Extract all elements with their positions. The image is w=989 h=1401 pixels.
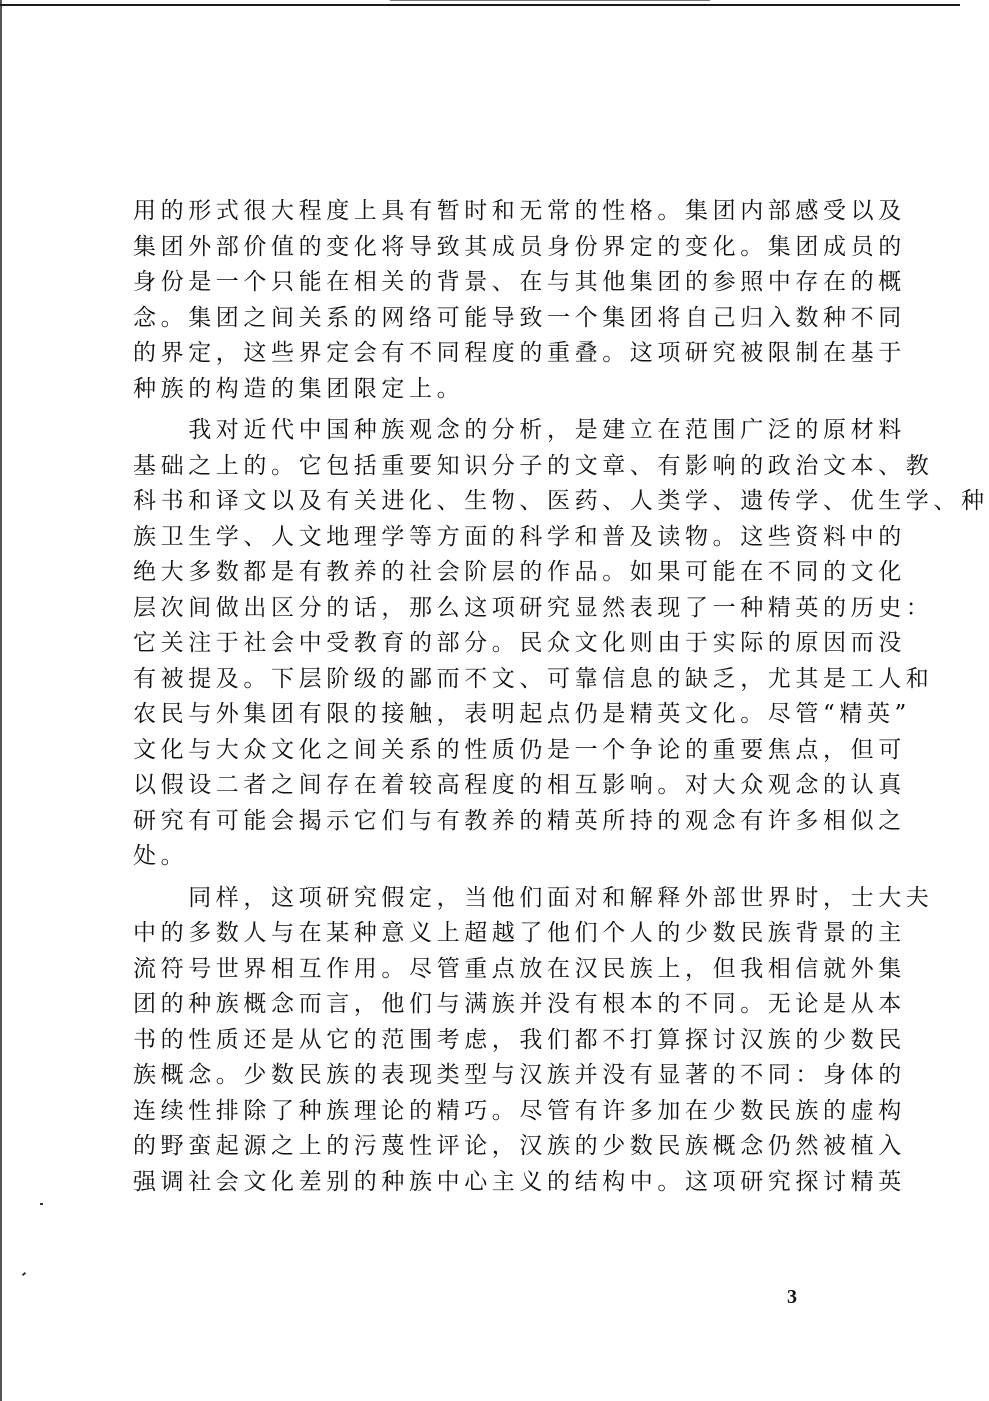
scan-speck <box>40 1203 43 1205</box>
scan-speck <box>22 1272 26 1276</box>
text-line: 念。集团之间关系的网络可能导致一个集团将自己归入数种不同 <box>133 304 906 331</box>
text-line: 农民与外集团有限的接触，表明起点仍是精英文化。尽管“精英” <box>133 701 911 727</box>
text-line: 书的性质还是从它的范围考虑，我们都不打算探讨汉族的少数民 <box>133 1026 906 1053</box>
text-line: 我对近代中国种族观念的分析，是建立在范围广泛的原材料 <box>133 417 906 443</box>
body-text <box>133 194 989 1200</box>
text-line: 处。 <box>133 843 189 869</box>
text-line: 以假设二者之间存在着较高程度的相互影响。对大众观念的认真 <box>133 772 906 798</box>
text-line: 用的形式很大程度上具有暂时和无常的性格。集团内部感受以及 <box>133 198 906 224</box>
text-line: 族卫生学、人文地理学等方面的科学和普及读物。这些资料中的 <box>133 523 906 550</box>
text-line: 身份是一个只能在相关的背景、在与其他集团的参照中存在的概 <box>133 269 906 295</box>
paragraph-3 <box>133 881 934 1201</box>
paragraph-1 <box>133 194 906 407</box>
text-line: 研究有可能会揭示它们与有教养的精英所持的观念有许多相似之 <box>133 807 906 834</box>
text-line: 同样，这项研究假定，当他们面对和解释外部世界时，士大夫 <box>133 884 934 911</box>
scan-top-rule-faint <box>390 0 710 1</box>
text-line: 种族的构造的集团限定上。 <box>133 375 465 402</box>
text-line: 有被提及。下层阶级的鄙而不文、可靠信息的缺乏，尤其是工人和 <box>133 665 934 692</box>
text-line: 集团外部价值的变化将导致其成员身份界定的变化。集团成员的 <box>133 233 906 260</box>
scan-top-rule <box>0 4 960 6</box>
text-line: 族概念。少数民族的表现类型与汉族并没有显著的不同：身体的 <box>133 1062 906 1088</box>
text-line: 科书和译文以及有关进化、生物、医药、人类学、遗传学、优生学、种 <box>133 488 989 514</box>
text-line: 文化与大众文化之间关系的性质仍是一个争论的重要焦点，但可 <box>133 736 906 763</box>
text-line: 强调社会文化差别的种族中心主义的结构中。这项研究探讨精英 <box>133 1168 906 1195</box>
text-line: 的野蛮起源之上的污蔑性评论，汉族的少数民族概念仍然被植入 <box>133 1133 906 1159</box>
text-line: 团的种族概念而言，他们与满族并没有根本的不同。无论是从本 <box>133 991 906 1017</box>
text-line: 层次间做出区分的话，那么这项研究显然表现了一种精英的历史： <box>133 594 934 621</box>
scan-left-edge <box>0 0 2 1401</box>
text-line: 的界定，这些界定会有不同程度的重叠。这项研究被限制在基于 <box>133 340 906 366</box>
text-line: 它关注于社会中受教育的部分。民众文化则由于实际的原因而没 <box>133 630 906 656</box>
page-number: 3 <box>787 1286 797 1308</box>
text-line: 连续性排除了种族理论的精巧。尽管有许多加在少数民族的虚构 <box>133 1097 906 1124</box>
text-line: 绝大多数都是有教养的社会阶层的作品。如果可能在不同的文化 <box>133 559 906 585</box>
paragraph-2 <box>133 413 989 875</box>
text-line: 基础之上的。它包括重要知识分子的文章、有影响的政治文本、教 <box>133 452 934 479</box>
text-line: 中的多数人与在某种意义上超越了他们个人的少数民族背景的主 <box>133 920 906 946</box>
text-line: 流符号世界相互作用。尽管重点放在汉民族上，但我相信就外集 <box>133 955 906 982</box>
